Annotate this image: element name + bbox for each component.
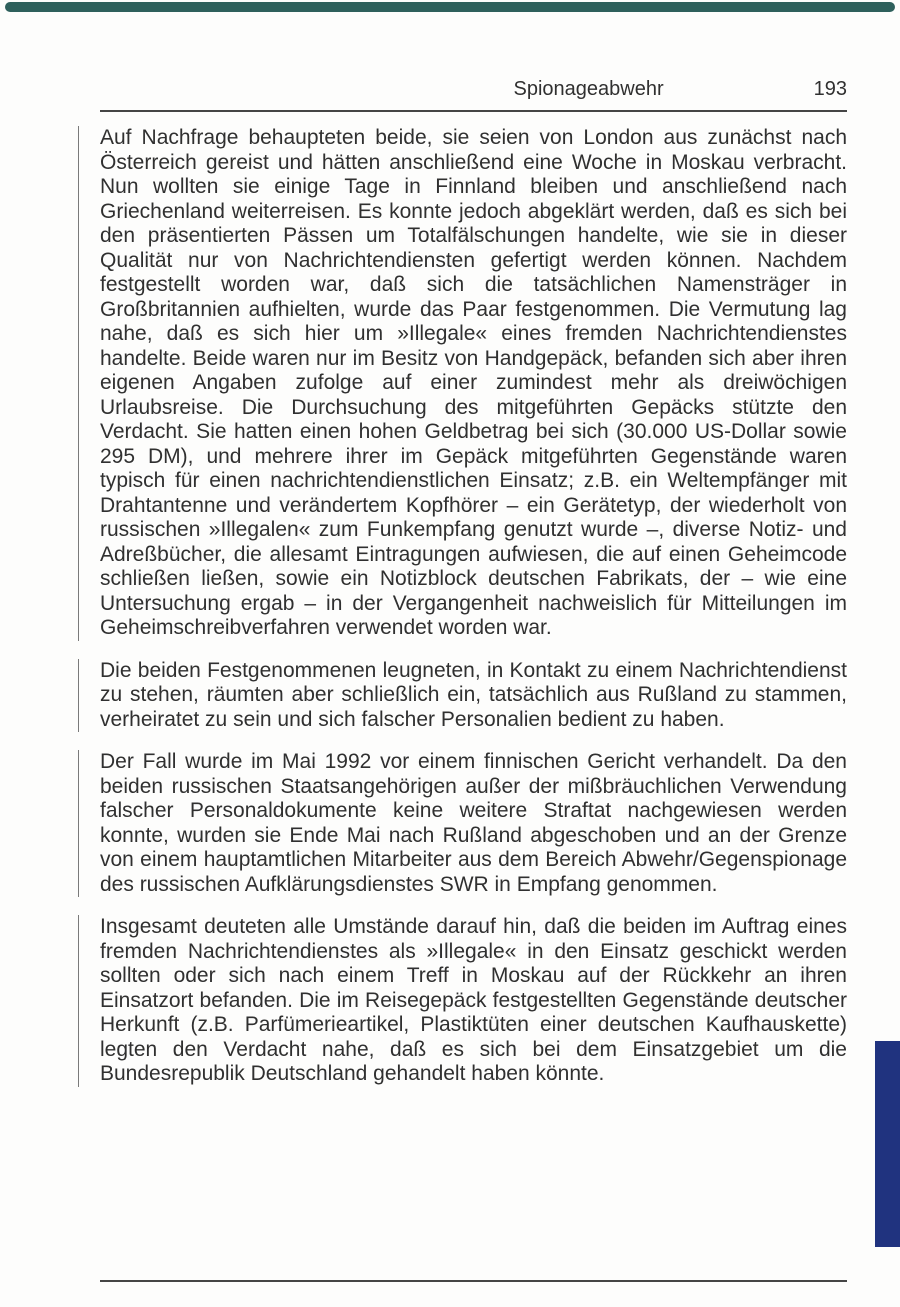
running-header-title: Spionageabwehr [513,78,664,100]
top-edge-color-bar [5,2,895,12]
running-header [100,78,847,101]
body-text-block [78,126,847,1087]
paragraph-2: Die beiden Festgenommenen leugneten, in Kontakt zu einem Nachrichtendienst zu stehen, räumten aber schließlich ein, tatsächlich aus Rußland zu stammen, verheiratet zu sein und sich falscher Personalien bedient zu haben. [78,659,847,733]
page-edge-thumb-index [875,1041,900,1247]
paragraph-3: Der Fall wurde im Mai 1992 vor einem finnischen Gericht verhandelt. Da den beiden russischen Staatsangehörigen außer der mißbräuchlichen Verwendung falscher Personaldokumente keine weitere Straftat nachgewiesen werden konnte, wurden sie Ende Mai nach Rußland abgeschoben und an der Grenze von einem hauptamtlichen Mitarbeiter aus dem Bereich Abwehr/Gegenspionage des russischen Aufklärungsdienstes SWR in Empfang genommen. [78,750,847,897]
paragraph-4: Insgesamt deuteten alle Umstände darauf hin, daß die beiden im Auftrag eines fremden Nachrichtendienstes als »Illegale« in den Einsatz geschickt werden sollten oder sich nach einem Treff in Moskau auf der Rückkehr an ihren Einsatzort befanden. Die im Reisegepäck festgestellten Gegenstände deutscher Herkunft (z.B. Parfümerieartikel, Plastiktüten einer deutschen Kaufhauskette) legten den Verdacht nahe, daß es sich bei dem Einsatzgebiet um die Bundesrepublik Deutschland gehandelt haben könnte. [78,915,847,1087]
header-rule [100,110,847,112]
footer-rule [100,1280,847,1282]
page-number: 193 [813,78,847,100]
paragraph-1: Auf Nachfrage behaupteten beide, sie seien von London aus zunächst nach Österreich gereist und hätten anschließend eine Woche in Moskau verbracht. Nun wollten sie einige Tage in Finnland bleiben und anschließend nach Griechenland weiterreisen. Es konnte jedoch abgeklärt werden, daß es sich bei den präsentierten Pässen um Totalfälschungen handelte, wie sie in dieser Qualität nur von Nachrichtendiensten gefertigt werden können. Nachdem festgestellt worden war, daß sich die tatsächlichen Namensträger in Großbritannien aufhielten, wurde das Paar festgenommen. Die Vermutung lag nahe, daß es sich hier um »Illegale« eines fremden Nachrichtendienstes handelte. Beide waren nur im Besitz von Handgepäck, befanden sich aber ihren eigenen Angaben zufolge auf einer zumindest mehr als dreiwöchigen Urlaubsreise. Die Durchsuchung des mitgeführten Gepäcks stützte den Verdacht. Sie hatten einen hohen Geldbetrag bei sich (30.000 US-Dollar sowie 295 DM), und mehrere ihrer im Gepäck mitgeführten Gegenstände waren typisch für einen nachrichtendienstlichen Einsatz; z.B. ein Weltempfänger mit Drahtantenne und verändertem Kopfhörer – ein Gerätetyp, der wiederholt von russischen »Illegalen« zum Funkempfang genutzt wurde –, diverse Notiz- und Adreßbücher, die allesamt Eintragungen aufwiesen, die auf einen Geheimcode schließen ließen, sowie ein Notizblock deutschen Fabrikats, der – wie eine Untersuchung ergab – in der Vergangenheit nachweislich für Mitteilungen im Geheimschreibverfahren verwendet worden war. [78,126,847,641]
